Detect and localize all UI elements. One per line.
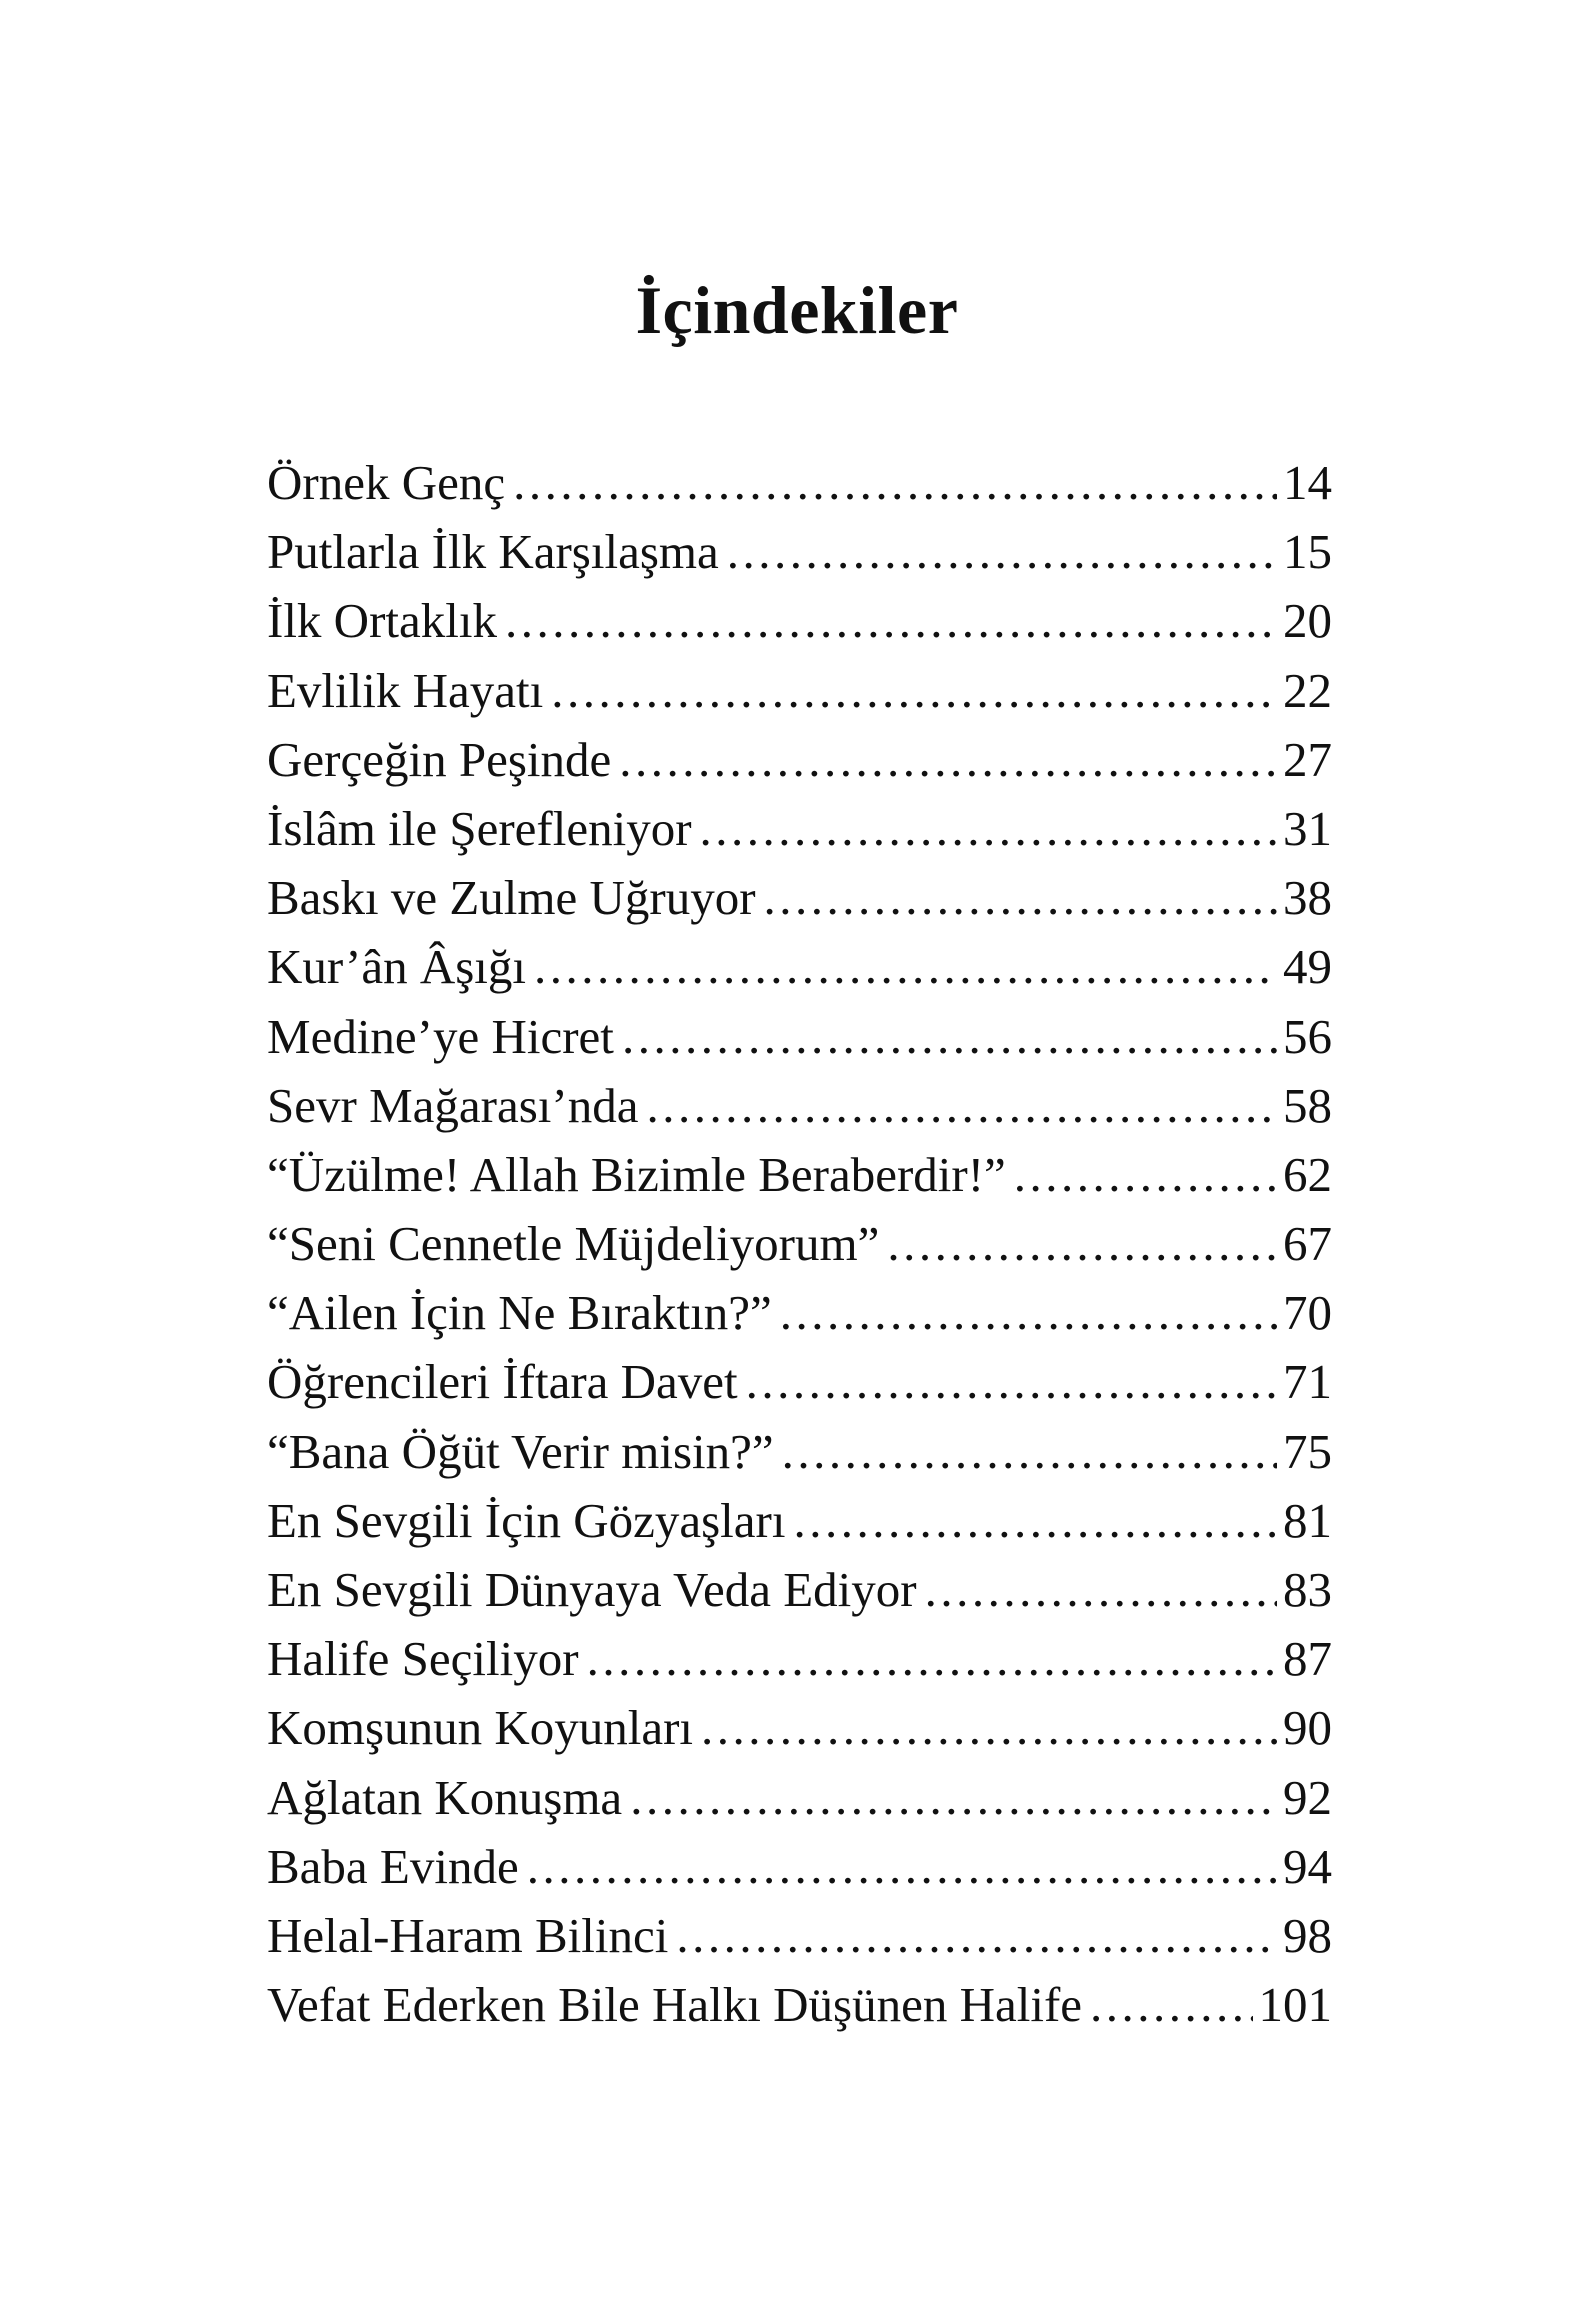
toc-entry <box>267 1901 1332 1970</box>
toc-entry-page-number: 56 <box>1283 1008 1332 1064</box>
toc-entry <box>267 1140 1332 1209</box>
toc-entry-title: “Seni Cennetle Müjdeliyorum” <box>267 1216 880 1272</box>
dot-leader <box>513 448 1277 517</box>
toc-entry <box>267 656 1332 725</box>
toc-entry-title: Halife Seçiliyor <box>267 1631 579 1687</box>
toc-entry-page-number: 22 <box>1283 662 1332 718</box>
toc-entry <box>267 1002 1332 1071</box>
toc-entry-title: Evlilik Hayatı <box>267 662 544 718</box>
toc-entry-title: En Sevgili İçin Gözyaşları <box>267 1492 786 1548</box>
dot-leader <box>587 1624 1277 1693</box>
toc-entry-page-number: 83 <box>1283 1562 1332 1617</box>
toc-entry <box>267 1347 1332 1416</box>
toc-entry-page-number: 94 <box>1283 1838 1332 1894</box>
dot-leader <box>551 656 1277 725</box>
dot-leader <box>793 1486 1277 1555</box>
toc-entry-title: En Sevgili Dünyaya Veda Ediyor <box>267 1562 917 1617</box>
toc-entry <box>267 1486 1332 1555</box>
toc-entry-title: “Ailen İçin Ne Bıraktın?” <box>267 1285 772 1341</box>
toc-entry-title: Baskı ve Zulme Uğruyor <box>267 870 756 926</box>
dot-leader <box>700 794 1277 863</box>
toc-entry <box>267 586 1332 655</box>
toc-entry-title: Gerçeğin Peşinde <box>267 731 612 787</box>
dot-leader <box>534 932 1277 1001</box>
toc-entry <box>267 725 1332 794</box>
dot-leader <box>527 1832 1277 1901</box>
dot-leader <box>1014 1140 1277 1209</box>
toc-entry-title: İslâm ile Şerefleniyor <box>267 800 692 856</box>
dot-leader <box>887 1209 1277 1278</box>
toc-entry <box>267 1417 1332 1486</box>
toc-entry <box>267 932 1332 1001</box>
toc-entry-page-number: 71 <box>1283 1354 1332 1410</box>
toc-entry-title: “Üzülme! Allah Bizimle Beraberdir!” <box>267 1146 1006 1202</box>
toc-entry-page-number: 49 <box>1283 939 1332 995</box>
toc-entry-title: İlk Ortaklık <box>267 593 497 649</box>
toc-entry <box>267 1970 1332 2039</box>
table-of-contents <box>267 448 1332 2039</box>
toc-entry-title: Örnek Genç <box>267 455 506 510</box>
toc-entry-title: Ağlatan Konuşma <box>267 1769 623 1825</box>
toc-entry-title: Sevr Mağarası’nda <box>267 1077 639 1133</box>
toc-entry <box>267 448 1332 517</box>
toc-entry <box>267 517 1332 586</box>
toc-entry <box>267 794 1332 863</box>
toc-entry-page-number: 14 <box>1283 455 1332 510</box>
toc-entry-title: Öğrencileri İftara Davet <box>267 1354 738 1410</box>
toc-entry <box>267 1071 1332 1140</box>
toc-entry-page-number: 92 <box>1283 1769 1332 1825</box>
toc-entry-title: Putlarla İlk Karşılaşma <box>267 524 719 580</box>
toc-entry-page-number: 75 <box>1283 1423 1332 1479</box>
toc-entry-page-number: 87 <box>1283 1631 1332 1687</box>
dot-leader <box>676 1901 1277 1970</box>
toc-entry-title: Medine’ye Hicret <box>267 1008 614 1064</box>
dot-leader <box>780 1278 1277 1347</box>
toc-entry <box>267 1693 1332 1762</box>
dot-leader <box>1090 1970 1252 2039</box>
dot-leader <box>630 1763 1277 1832</box>
toc-entry-page-number: 38 <box>1283 870 1332 926</box>
toc-entry-title: Komşunun Koyunları <box>267 1700 693 1756</box>
toc-entry-page-number: 70 <box>1283 1285 1332 1341</box>
toc-entry-page-number: 20 <box>1283 593 1332 649</box>
toc-entry-page-number: 98 <box>1283 1907 1332 1963</box>
toc-entry-title: “Bana Öğüt Verir misin?” <box>267 1423 774 1479</box>
toc-entry-title: Baba Evinde <box>267 1838 519 1894</box>
toc-entry <box>267 1763 1332 1832</box>
dot-leader <box>646 1071 1277 1140</box>
toc-entry-page-number: 101 <box>1258 1977 1332 2033</box>
toc-entry <box>267 1209 1332 1278</box>
toc-entry-page-number: 15 <box>1283 524 1332 580</box>
dot-leader <box>925 1555 1277 1624</box>
dot-leader <box>622 1002 1277 1071</box>
dot-leader <box>505 586 1277 655</box>
toc-entry-page-number: 27 <box>1283 731 1332 787</box>
toc-entry-page-number: 67 <box>1283 1216 1332 1272</box>
toc-entry-title: Helal-Haram Bilinci <box>267 1907 669 1963</box>
toc-entry <box>267 1555 1332 1624</box>
toc-entry-title: Kur’ân Âşığı <box>267 939 527 995</box>
toc-entry-title: Vefat Ederken Bile Halkı Düşünen Halife <box>267 1977 1083 2033</box>
page-title: İçindekiler <box>635 272 959 348</box>
dot-leader <box>782 1417 1277 1486</box>
toc-entry <box>267 863 1332 932</box>
toc-entry-page-number: 81 <box>1283 1492 1332 1548</box>
dot-leader <box>746 1347 1277 1416</box>
toc-entry <box>267 1624 1332 1693</box>
toc-entry-page-number: 90 <box>1283 1700 1332 1756</box>
dot-leader <box>701 1693 1277 1762</box>
dot-leader <box>764 863 1277 932</box>
dot-leader <box>619 725 1277 794</box>
dot-leader <box>727 517 1277 586</box>
toc-entry-page-number: 62 <box>1283 1146 1332 1202</box>
toc-entry <box>267 1832 1332 1901</box>
toc-entry-page-number: 58 <box>1283 1077 1332 1133</box>
toc-entry-page-number: 31 <box>1283 800 1332 856</box>
toc-entry <box>267 1278 1332 1347</box>
